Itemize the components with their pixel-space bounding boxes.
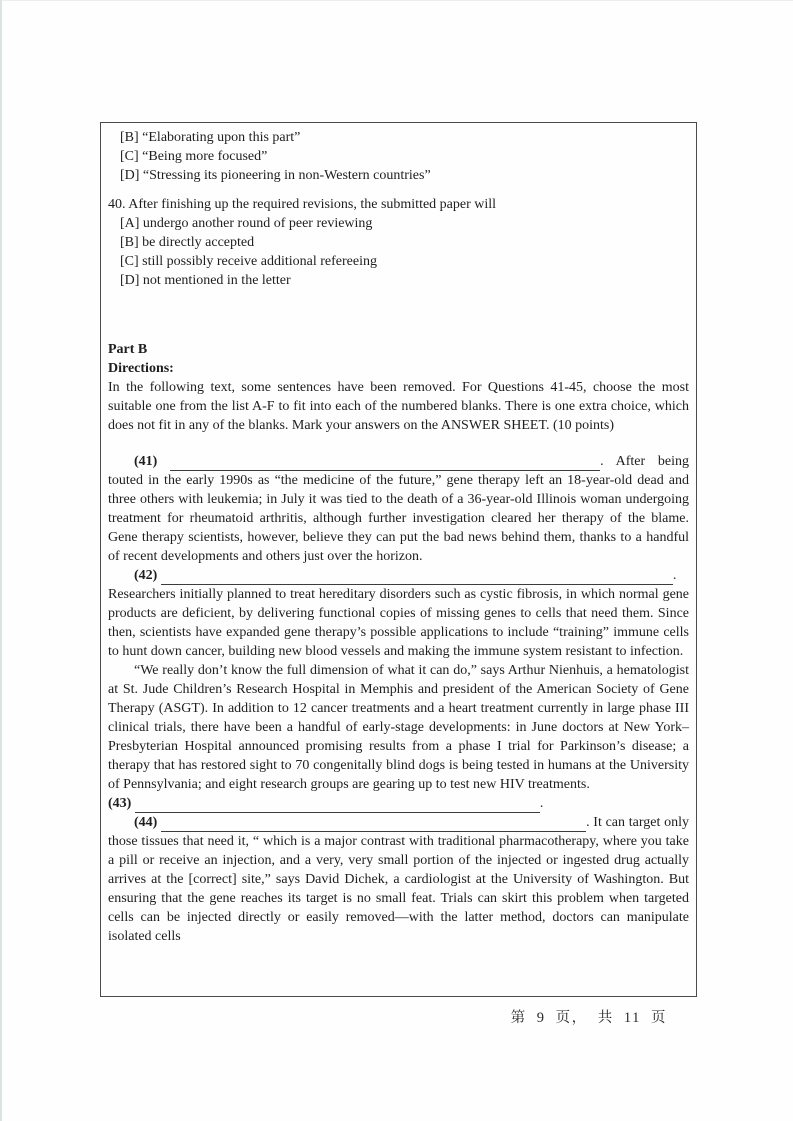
question-39-option-b: [B] “Elaborating upon this part”	[120, 130, 301, 145]
blank-41-number: (41)	[134, 454, 158, 469]
directions-label: Directions:	[108, 361, 174, 376]
question-40-option-d: [D] not mentioned in the letter	[120, 273, 291, 288]
question-40-option-a: [A] undergo another round of peer reviewing	[120, 216, 373, 231]
blank-42-number: (42)	[134, 568, 158, 583]
blank-43-period: .	[539, 796, 544, 811]
scan-edge-left	[0, 0, 2, 1121]
paragraph-41-text: . After being touted in the early 1990s as “the medicine of the future,” gene therapy left an 18-year-old dead and three others with leukemia; in July it was tied to the death of a 36-year-old Illinois woman undergoing treatment for rheumatoid arthritis, although further investigation cleared her therapy of the blame. Gene therapy scientists, however, believe they can put the bad news behind them, thanks to a handful of recent developments and others just over the horizon.	[108, 454, 689, 564]
question-40-option-c: [C] still possibly receive additional refereeing	[120, 254, 377, 269]
paragraph-researchers: Researchers initially planned to treat hereditary disorders such as cystic fibrosis, in which normal gene products are deficient, by delivering functional copies of missing genes to cells that need them. Since then, scientists have expanded gene therapy’s possible applications to include “training” immune cells to hunt down cancer, building new blood vessels and making the immune system resistant to infection.	[108, 587, 689, 659]
blank-42-period: .	[672, 568, 677, 583]
part-b-heading: Part B	[108, 342, 148, 357]
paragraph-blank-41	[108, 452, 689, 566]
question-39-option-c: [C] “Being more focused”	[120, 149, 268, 164]
paragraph-nienhuis: “We really don’t know the full dimension of what it can do,” says Arthur Nienhuis, a hematologist at St. Jude Children’s Research Hospital in Memphis and president of the American Society of Gene Therapy (ASGT). In addition to 12 cancer treatments and a heart treatment currently in large phase III clinical trials, there have been a handful of early-stage developments: in June doctors at New York–Presbyterian Hospital announced promising results from a phase I trial for Parkinson’s disease; a therapy that has restored sight to 70 congenitally blind dogs is being tested in humans at the University of Pennsylvania; and eight research groups are gearing up to test new HIV treatments.	[108, 663, 689, 792]
blank-44-number: (44)	[134, 815, 158, 830]
question-40-stem: 40. After finishing up the required revisions, the submitted paper will	[108, 197, 497, 212]
page-number-footer: 第 9 页， 共 11 页	[510, 1010, 667, 1026]
blank-42-line	[161, 569, 673, 585]
blank-41-line	[170, 455, 600, 471]
question-40-options	[120, 214, 689, 290]
question-39-option-d: [D] “Stressing its pioneering in non-Western countries”	[120, 168, 431, 183]
blank-43-number: (43)	[108, 796, 132, 811]
question-40-option-b: [B] be directly accepted	[120, 235, 255, 250]
blank-43-line	[135, 797, 540, 813]
exam-content-box	[100, 122, 697, 997]
paragraph-blank-44	[108, 813, 689, 946]
scan-edge-top	[0, 0, 793, 1]
paragraph-blank-43	[108, 794, 689, 813]
directions-text: In the following text, some sentences have been removed. For Questions 41-45, choose the most suitable one from the list A-F to fit into each of the numbered blanks. There is one extra choice, which does not fit in any of the blanks. Mark your answers on the ANSWER SHEET. (10 points)	[108, 380, 689, 433]
paragraph-blank-42	[108, 566, 689, 585]
question-39-options	[120, 128, 689, 185]
blank-44-line	[161, 816, 586, 832]
question-40	[108, 195, 689, 290]
paragraph-44-text: . It can target only those tissues that need it, “ which is a major contrast with traditional pharmacotherapy, where you take a pill or receive an injection, and a very, very small portion of the injected or ingested drug actually arrives at the [correct] site,” says David Dichek, a cardiologist at the University of Washington. But ensuring that the gene reaches its target is no small feat. Trials can skirt this problem when targeted cells can be injected directly or easily removed—with the latter method, doctors can manipulate isolated cells	[108, 815, 689, 944]
